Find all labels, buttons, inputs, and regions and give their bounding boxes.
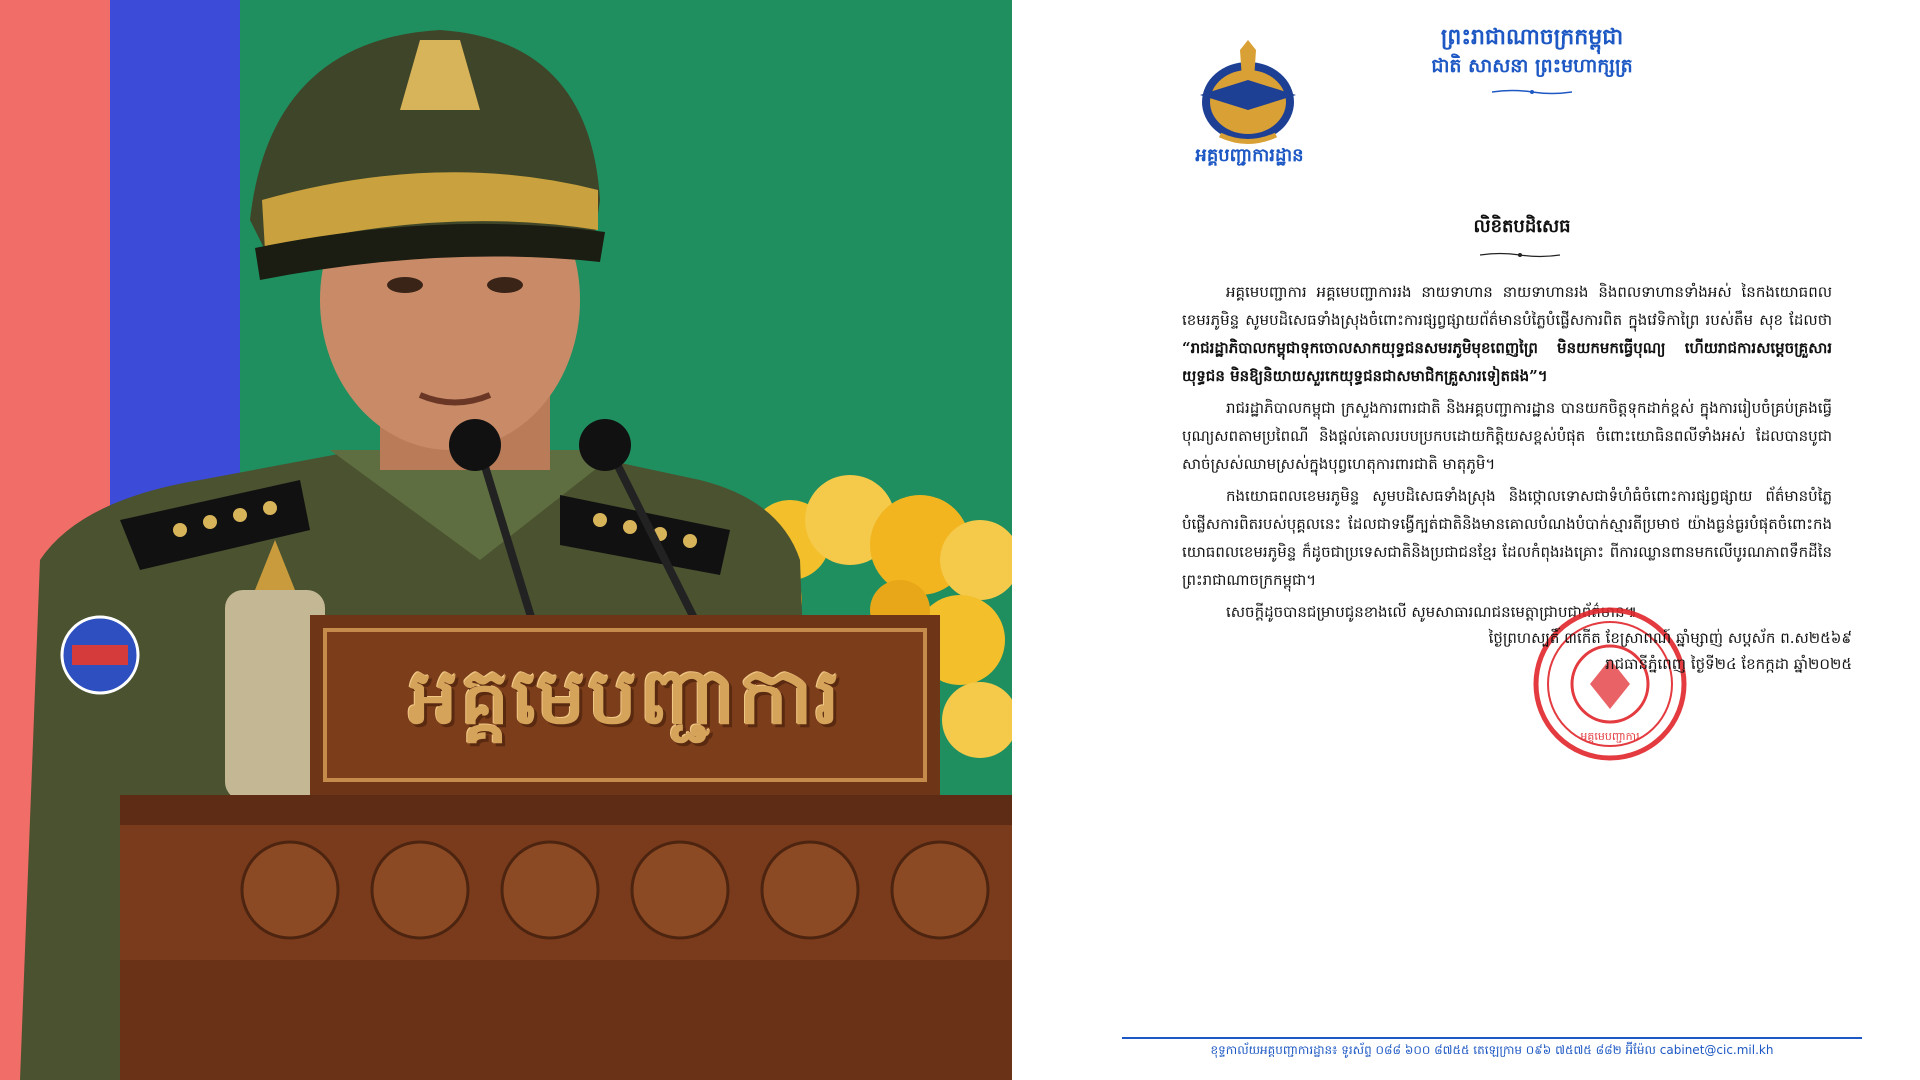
paragraph-1-quote: “រាជរដ្ឋាភិបាលកម្ពុជាទុកចោលសាកយុទ្ធជនសមរភូមិមុខពេញព្រៃ មិនយកមកធ្វើបុណ្យ ហើយរាជការសម្តេចគ្រួសារយុទ្ធជន មិនឱ្យនិយាយសួរកេយុទ្ធជនជាសមាជិកគ្រួសារទៀតផង”។ xyxy=(1182,339,1832,385)
unit-name: អគ្គបញ្ជាការដ្ឋាន xyxy=(1195,145,1304,166)
kingdom-motto: ជាតិ សាសនា ព្រះមហាក្សត្រ xyxy=(1431,55,1633,77)
lunar-date: ថ្ងៃព្រហស្បតិ៍ ៣កើត ខែស្រាពណ៍ ឆ្នាំម្សាញ់ សប្តស័ក ព.ស២៥៦៩ xyxy=(1488,629,1852,647)
closing-statement: សេចក្តីដូចបានជម្រាបជូនខាងលើ សូមសាធារណជនមេត្តាជ្រាបជាព័ត៌មាន៕ xyxy=(1226,603,1638,621)
paragraph-1 xyxy=(1182,278,1832,390)
kingdom-header xyxy=(1372,22,1692,99)
footer-contact xyxy=(1122,1042,1862,1060)
paragraph-1-text: អគ្គមេបញ្ជាការ អគ្គមេបញ្ជាការរង នាយទាហាន នាយទាហានរង និងពលទាហានទាំងអស់ នៃកងយោធពលខេមរភូមិន្ទ សូមបដិសេធទាំងស្រុងចំពោះការផ្សព្វផ្សាយព័ត៌មានបំភ្លៃបំផ្លើសការពិត ក្នុងវេទិកាព្រៃ របស់តឹម សុខ ដែលថា xyxy=(1182,283,1832,329)
military-emblem-logo xyxy=(1190,40,1306,150)
footer-email[interactable]: cabinet@cic.mil.kh xyxy=(1659,1043,1774,1057)
date-block xyxy=(1432,625,1852,677)
podium-sign-text: អគ្គមេបញ្ជាការ xyxy=(408,651,842,742)
letter-body xyxy=(1182,278,1832,630)
place-and-date: រាជធានីភ្នំពេញ ថ្ងៃទី២៤ ខែកក្កដា ឆ្នាំ២០២៥ xyxy=(1605,655,1852,673)
header-flourish xyxy=(1492,89,1572,95)
footer-rule xyxy=(1122,1037,1862,1039)
document-title: លិខិតបដិសេធ xyxy=(1473,216,1571,237)
kingdom-line-1: ព្រះរាជាណាចក្រកម្ពុជា xyxy=(1440,24,1624,50)
denial-letter xyxy=(1012,0,1920,1080)
title-flourish xyxy=(1480,252,1560,258)
footer-contact-text: ខុទ្ទកាល័យអគ្គបញ្ជាការដ្ឋាន៖ ទូរស័ព្ទ ០៨៨ ៦០០ ៨៧៥៥ តេឡេក្រាម ០៩៦ ៧៥៧៥ ៨៨២ អ៊ីម៉ែល xyxy=(1210,1043,1656,1057)
paragraph-2: រាជរដ្ឋាភិបាលកម្ពុជា ក្រសួងការពារជាតិ និងអគ្គបញ្ជាការដ្ឋាន បានយកចិត្តទុកដាក់ខ្ពស់ ក្នុងការរៀបចំគ្រប់គ្រងធ្វើបុណ្យសពតាមប្រពៃណី និងផ្តល់គោលរបបប្រកបដោយកិត្តិយសខ្ពស់បំផុត ចំពោះយោធិនពលីទាំងអស់ ដែលបានបូជាសាច់ស្រស់ឈាមស្រស់ក្នុងបុព្វហេតុការពារជាតិ មាតុភូមិ។ xyxy=(1182,399,1832,473)
paragraph-3: កងយោធពលខេមរភូមិន្ទ សូមបដិសេធទាំងស្រុង និងថ្កោលទោសជាទំហំធំចំពោះការផ្សព្វផ្សាយ ព័ត៌មានបំភ្លៃបំផ្លើសការពិតរបស់បុគ្គលនេះ ដែលជាទង្វើក្បត់ជាតិនិងមានគោលបំណងបំបាក់ស្មារតីប្រមាថ យ៉ាងធ្ងន់ធ្ងរបំផុតចំពោះកងយោធពលខេមរភូមិន្ទ ក៏ដូចជាប្រទេសជាតិនិងប្រជាជនខ្មែរ ដែលកំពុងរងគ្រោះ ពីការឈ្លានពានមកលើបូរណភាពទឹកដីនៃព្រះរាជាណាចក្រកម្ពុជា។ xyxy=(1182,487,1832,589)
seal-text: អគ្គមេបញ្ជាការ xyxy=(1580,730,1640,743)
